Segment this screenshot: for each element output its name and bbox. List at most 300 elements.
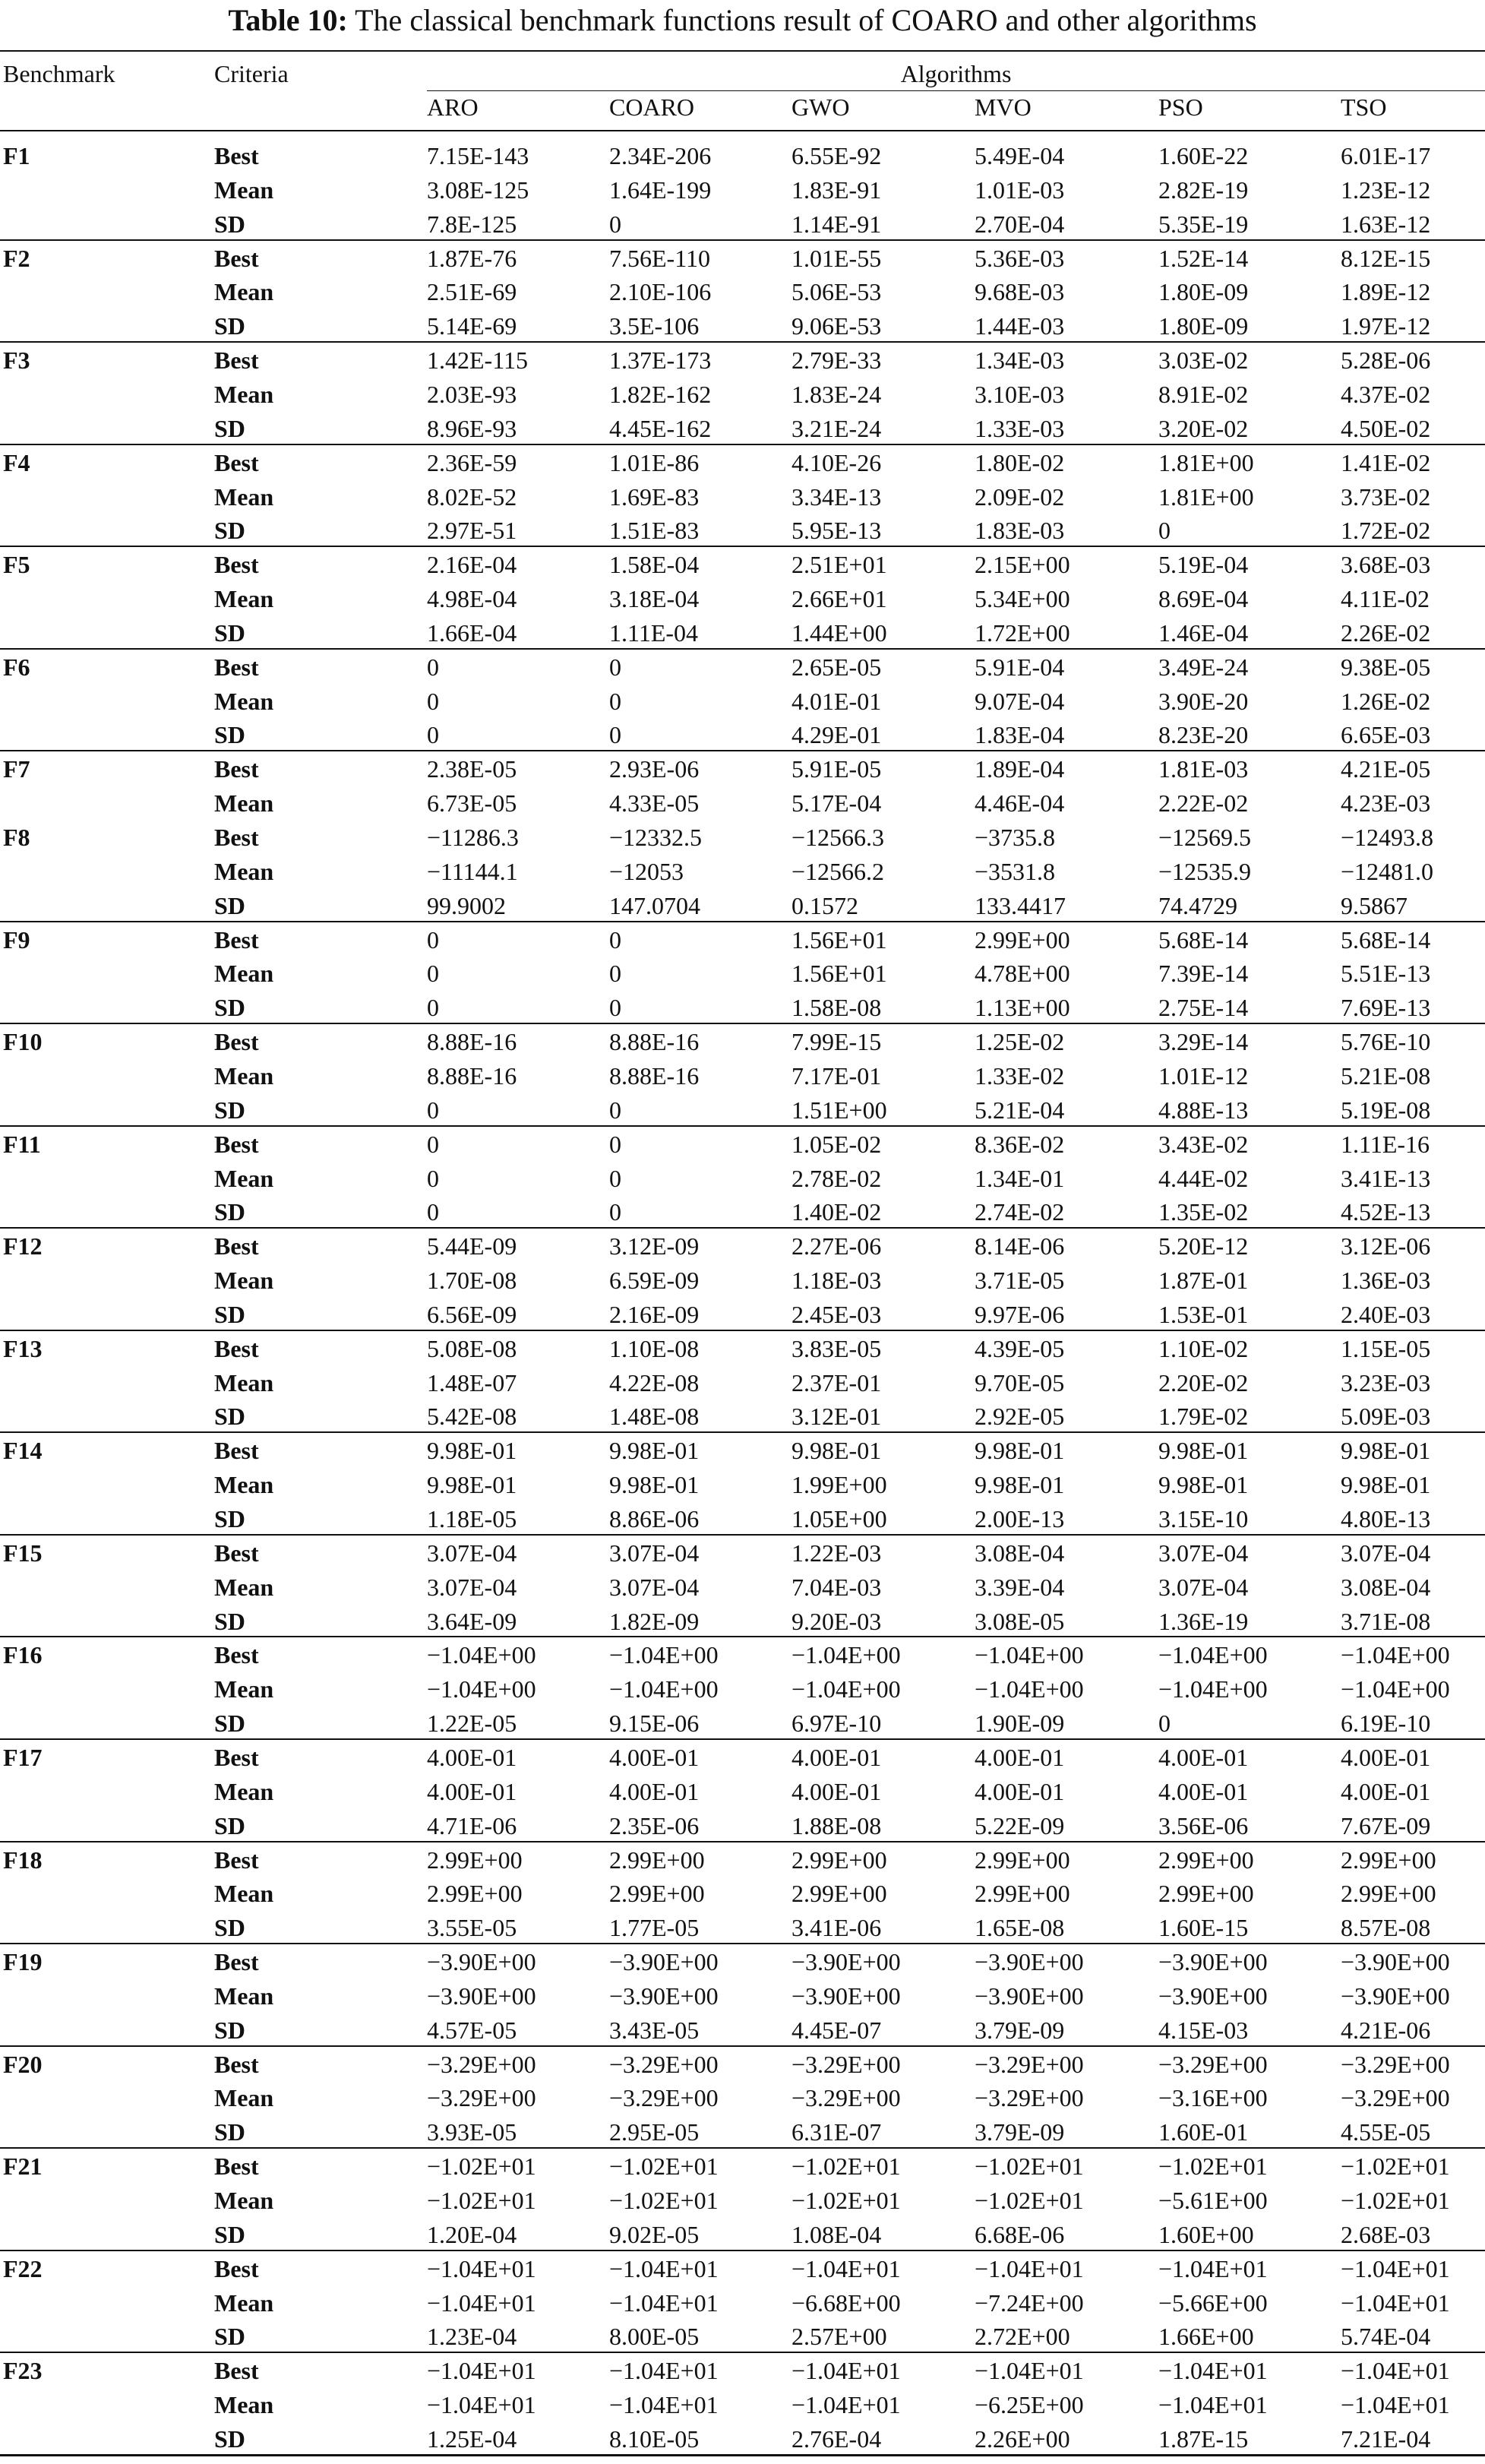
value-cell: −1.04E+01 bbox=[609, 2357, 719, 2385]
benchmark-label: F18 bbox=[3, 1846, 43, 1874]
value-cell: −3.29E+00 bbox=[609, 2084, 719, 2112]
header-criteria: Criteria bbox=[214, 60, 289, 87]
value-cell: −3.90E+00 bbox=[791, 1948, 901, 1976]
value-cell: 4.71E-06 bbox=[427, 1811, 517, 1839]
value-cell: 7.56E-110 bbox=[609, 244, 711, 272]
value-cell: 2.75E-14 bbox=[1158, 994, 1249, 1022]
value-cell: 4.11E-02 bbox=[1341, 585, 1430, 613]
criteria-label: Best bbox=[214, 2357, 259, 2385]
criteria-label: Best bbox=[214, 1641, 259, 1669]
value-cell: 2.99E+00 bbox=[609, 1880, 705, 1908]
benchmark-label: F13 bbox=[3, 1334, 43, 1362]
criteria-label: Mean bbox=[214, 176, 274, 204]
group-rule bbox=[0, 921, 1485, 922]
value-cell: 2.99E+00 bbox=[975, 925, 1070, 954]
value-cell: 7.8E-125 bbox=[427, 210, 517, 238]
value-cell: 5.34E+00 bbox=[975, 585, 1070, 613]
value-cell: 4.39E-05 bbox=[975, 1334, 1065, 1362]
value-cell: 1.13E+00 bbox=[975, 994, 1070, 1022]
value-cell: −3.90E+00 bbox=[975, 1982, 1084, 2010]
value-cell: 5.06E-53 bbox=[791, 278, 882, 306]
value-cell: 3.64E-09 bbox=[427, 1607, 517, 1635]
value-cell: 2.10E-106 bbox=[609, 278, 712, 306]
criteria-label: SD bbox=[214, 2424, 245, 2453]
value-cell: 2.97E-51 bbox=[427, 517, 517, 545]
criteria-label: Best bbox=[214, 346, 259, 375]
criteria-label: Best bbox=[214, 551, 259, 579]
value-cell: 4.00E-01 bbox=[427, 1743, 517, 1771]
value-cell: −1.02E+01 bbox=[427, 2187, 536, 2214]
benchmark-label: F11 bbox=[3, 1130, 41, 1158]
value-cell: 5.91E-05 bbox=[791, 755, 882, 783]
value-cell: −3.90E+00 bbox=[609, 1982, 719, 2010]
value-cell: 0 bbox=[427, 721, 439, 749]
value-cell: −1.02E+01 bbox=[427, 2152, 536, 2181]
value-cell: −12053 bbox=[609, 857, 684, 885]
value-cell: 5.20E-12 bbox=[1158, 1232, 1249, 1260]
value-cell: 9.97E-06 bbox=[975, 1300, 1065, 1328]
criteria-label: Best bbox=[214, 2050, 259, 2078]
value-cell: 7.15E-143 bbox=[427, 142, 529, 169]
value-cell: −1.04E+00 bbox=[1341, 1675, 1450, 1703]
value-cell: 4.00E-01 bbox=[1158, 1743, 1249, 1771]
value-cell: 1.40E-02 bbox=[791, 1198, 882, 1226]
value-cell: 2.66E+01 bbox=[791, 585, 887, 613]
value-cell: 0 bbox=[427, 960, 439, 988]
group-rule bbox=[0, 341, 1485, 343]
benchmark-label: F12 bbox=[3, 1232, 43, 1260]
value-cell: 2.35E-06 bbox=[609, 1811, 700, 1839]
group-rule bbox=[0, 2045, 1485, 2047]
criteria-label: SD bbox=[214, 2323, 245, 2351]
header-benchmark: Benchmark bbox=[3, 60, 115, 87]
value-cell: 2.57E+00 bbox=[791, 2323, 887, 2351]
value-cell: 9.02E-05 bbox=[609, 2220, 700, 2248]
value-cell: 3.43E-05 bbox=[609, 2016, 700, 2044]
value-cell: 5.74E-04 bbox=[1341, 2323, 1431, 2351]
criteria-label: SD bbox=[214, 1607, 245, 1635]
value-cell: 5.19E-08 bbox=[1341, 1096, 1431, 1124]
value-cell: −1.04E+00 bbox=[609, 1675, 719, 1703]
value-cell: 1.82E-162 bbox=[609, 380, 712, 408]
value-cell: 1.42E-115 bbox=[427, 346, 529, 375]
value-cell: 1.34E-01 bbox=[975, 1164, 1065, 1192]
value-cell: 0 bbox=[609, 925, 621, 954]
benchmark-label: F22 bbox=[3, 2254, 43, 2282]
value-cell: 3.20E-02 bbox=[1158, 414, 1249, 442]
value-cell: 9.07E-04 bbox=[975, 687, 1065, 715]
value-cell: 99.9002 bbox=[427, 891, 506, 919]
value-cell: −3.90E+00 bbox=[1341, 1948, 1450, 1976]
value-cell: 1.11E-04 bbox=[609, 618, 699, 647]
value-cell: 6.65E-03 bbox=[1341, 721, 1431, 749]
value-cell: 1.87E-76 bbox=[427, 244, 517, 272]
criteria-label: Mean bbox=[214, 2084, 274, 2112]
value-cell: 1.58E-04 bbox=[609, 551, 700, 579]
header-algo-mvo: MVO bbox=[975, 93, 1032, 121]
value-cell: −5.66E+00 bbox=[1158, 2288, 1268, 2317]
value-cell: 1.60E-22 bbox=[1158, 142, 1249, 169]
group-rule bbox=[0, 1738, 1485, 1740]
value-cell: 6.55E-92 bbox=[791, 142, 882, 169]
value-cell: 2.38E-05 bbox=[427, 755, 517, 783]
criteria-label: SD bbox=[214, 1300, 245, 1328]
value-cell: 1.99E+00 bbox=[791, 1471, 887, 1499]
value-cell: 1.25E-04 bbox=[427, 2424, 517, 2453]
value-cell: 8.14E-06 bbox=[975, 1232, 1065, 1260]
value-cell: −1.04E+01 bbox=[791, 2391, 901, 2419]
value-cell: −3.29E+00 bbox=[1341, 2084, 1450, 2112]
value-cell: 4.57E-05 bbox=[427, 2016, 517, 2044]
value-cell: 2.15E+00 bbox=[975, 551, 1070, 579]
value-cell: 4.21E-05 bbox=[1341, 755, 1431, 783]
value-cell: −1.04E+00 bbox=[427, 1675, 536, 1703]
group-rule bbox=[0, 239, 1485, 241]
value-cell: 8.96E-93 bbox=[427, 414, 517, 442]
value-cell: 0 bbox=[609, 1096, 621, 1124]
group-rule bbox=[0, 444, 1485, 445]
value-cell: 8.57E-08 bbox=[1341, 1914, 1431, 1942]
benchmark-label: F3 bbox=[3, 346, 30, 375]
value-cell: 3.18E-04 bbox=[609, 585, 700, 613]
value-cell: 5.68E-14 bbox=[1158, 925, 1249, 954]
top-rule bbox=[0, 50, 1485, 52]
criteria-label: Mean bbox=[214, 278, 274, 306]
criteria-label: Best bbox=[214, 1743, 259, 1771]
value-cell: −3.90E+00 bbox=[427, 1982, 536, 2010]
criteria-label: Mean bbox=[214, 2288, 274, 2317]
group-rule bbox=[0, 1227, 1485, 1229]
criteria-label: SD bbox=[214, 2016, 245, 2044]
value-cell: 5.17E-04 bbox=[791, 789, 882, 818]
value-cell: 0 bbox=[609, 1164, 621, 1192]
value-cell: 8.88E-16 bbox=[609, 1061, 700, 1090]
value-cell: 2.95E-05 bbox=[609, 2118, 700, 2146]
value-cell: 7.17E-01 bbox=[791, 1061, 882, 1090]
value-cell: 1.01E-12 bbox=[1158, 1061, 1249, 1090]
value-cell: −12493.8 bbox=[1341, 824, 1434, 851]
value-cell: 4.46E-04 bbox=[975, 789, 1065, 818]
value-cell: −1.02E+01 bbox=[609, 2187, 719, 2214]
value-cell: 1.46E-04 bbox=[1158, 618, 1249, 647]
value-cell: 2.70E-04 bbox=[975, 210, 1065, 238]
value-cell: 3.08E-125 bbox=[427, 176, 529, 204]
criteria-label: Best bbox=[214, 1130, 259, 1158]
criteria-label: Mean bbox=[214, 2391, 274, 2419]
value-cell: −1.04E+01 bbox=[1158, 2357, 1268, 2385]
value-cell: 6.59E-09 bbox=[609, 1267, 700, 1295]
value-cell: 8.69E-04 bbox=[1158, 585, 1249, 613]
value-cell: 4.10E-26 bbox=[791, 448, 882, 476]
value-cell: 1.37E-173 bbox=[609, 346, 712, 375]
header-algo-gwo: GWO bbox=[791, 93, 850, 121]
value-cell: 1.69E-83 bbox=[609, 482, 700, 511]
value-cell: −1.04E+01 bbox=[975, 2254, 1084, 2282]
criteria-label: Best bbox=[214, 925, 259, 954]
value-cell: −3.90E+00 bbox=[1158, 1982, 1268, 2010]
value-cell: 5.21E-08 bbox=[1341, 1061, 1431, 1090]
value-cell: 0 bbox=[427, 1130, 439, 1158]
value-cell: 1.83E-04 bbox=[975, 721, 1065, 749]
benchmark-label: F9 bbox=[3, 925, 30, 954]
benchmark-label: F1 bbox=[3, 142, 30, 169]
value-cell: 3.08E-04 bbox=[975, 1539, 1065, 1567]
value-cell: 2.76E-04 bbox=[791, 2424, 882, 2453]
value-cell: 1.36E-03 bbox=[1341, 1267, 1431, 1295]
caption-text: The classical benchmark functions result of COARO and other algorithms bbox=[355, 3, 1257, 37]
value-cell: −1.04E+01 bbox=[791, 2254, 901, 2282]
value-cell: 1.81E-03 bbox=[1158, 755, 1249, 783]
value-cell: −1.02E+01 bbox=[791, 2152, 901, 2181]
value-cell: 0 bbox=[609, 721, 621, 749]
value-cell: 1.65E-08 bbox=[975, 1914, 1065, 1942]
value-cell: −1.04E+01 bbox=[791, 2357, 901, 2385]
value-cell: 1.36E-19 bbox=[1158, 1607, 1249, 1635]
benchmark-label: F10 bbox=[3, 1028, 43, 1056]
value-cell: 1.90E-09 bbox=[975, 1710, 1065, 1738]
value-cell: 4.37E-02 bbox=[1341, 380, 1431, 408]
criteria-label: Mean bbox=[214, 1982, 274, 2010]
value-cell: −1.02E+01 bbox=[1341, 2187, 1450, 2214]
value-cell: 1.05E-02 bbox=[791, 1130, 882, 1158]
group-rule bbox=[0, 1023, 1485, 1024]
criteria-label: Best bbox=[214, 1232, 259, 1260]
value-cell: 4.00E-01 bbox=[975, 1777, 1065, 1805]
value-cell: 2.99E+00 bbox=[427, 1880, 523, 1908]
value-cell: 1.51E+00 bbox=[791, 1096, 887, 1124]
group-rule bbox=[0, 1125, 1485, 1127]
value-cell: 3.93E-05 bbox=[427, 2118, 517, 2146]
header-algo-coaro: COARO bbox=[609, 93, 695, 121]
value-cell: 2.99E+00 bbox=[1341, 1846, 1436, 1874]
value-cell: 3.21E-24 bbox=[791, 414, 882, 442]
value-cell: 3.03E-02 bbox=[1158, 346, 1249, 375]
value-cell: 1.60E+00 bbox=[1158, 2220, 1254, 2248]
value-cell: 4.45E-162 bbox=[609, 414, 712, 442]
value-cell: 5.28E-06 bbox=[1341, 346, 1431, 375]
value-cell: 2.92E-05 bbox=[975, 1403, 1065, 1431]
value-cell: 74.4729 bbox=[1158, 891, 1237, 919]
value-cell: 3.43E-02 bbox=[1158, 1130, 1249, 1158]
header-algo-pso: PSO bbox=[1158, 93, 1203, 121]
value-cell: −1.04E+00 bbox=[975, 1675, 1084, 1703]
value-cell: 2.26E+00 bbox=[975, 2424, 1070, 2453]
value-cell: 3.15E-10 bbox=[1158, 1505, 1249, 1532]
value-cell: 3.73E-02 bbox=[1341, 482, 1431, 511]
value-cell: 1.23E-12 bbox=[1341, 176, 1431, 204]
value-cell: 4.44E-02 bbox=[1158, 1164, 1249, 1192]
value-cell: 3.71E-05 bbox=[975, 1267, 1065, 1295]
value-cell: −3.29E+00 bbox=[1158, 2050, 1268, 2078]
value-cell: 6.01E-17 bbox=[1341, 142, 1431, 169]
criteria-label: Best bbox=[214, 1539, 259, 1567]
value-cell: 5.22E-09 bbox=[975, 1811, 1065, 1839]
value-cell: −3531.8 bbox=[975, 857, 1056, 885]
value-cell: −1.02E+01 bbox=[1341, 2152, 1450, 2181]
criteria-label: Best bbox=[214, 653, 259, 681]
value-cell: 3.68E-03 bbox=[1341, 551, 1431, 579]
value-cell: 1.56E+01 bbox=[791, 960, 887, 988]
value-cell: 2.00E-13 bbox=[975, 1505, 1065, 1532]
value-cell: −12566.2 bbox=[791, 857, 885, 885]
criteria-label: SD bbox=[214, 1096, 245, 1124]
value-cell: 1.60E-01 bbox=[1158, 2118, 1249, 2146]
value-cell: 9.98E-01 bbox=[791, 1437, 882, 1465]
value-cell: 8.88E-16 bbox=[427, 1028, 517, 1056]
value-cell: 2.40E-03 bbox=[1341, 1300, 1431, 1328]
value-cell: −1.04E+01 bbox=[609, 2391, 719, 2419]
value-cell: −3.90E+00 bbox=[609, 1948, 719, 1976]
criteria-label: SD bbox=[214, 312, 245, 340]
value-cell: 3.08E-05 bbox=[975, 1607, 1065, 1635]
group-rule bbox=[0, 1636, 1485, 1637]
value-cell: 2.93E-06 bbox=[609, 755, 700, 783]
value-cell: −11144.1 bbox=[427, 857, 518, 885]
value-cell: 1.11E-16 bbox=[1341, 1130, 1430, 1158]
value-cell: 2.45E-03 bbox=[791, 1300, 882, 1328]
value-cell: 2.51E+01 bbox=[791, 551, 887, 579]
criteria-label: Mean bbox=[214, 1471, 274, 1499]
value-cell: 1.81E+00 bbox=[1158, 448, 1254, 476]
value-cell: 1.87E-15 bbox=[1158, 2424, 1249, 2453]
value-cell: −3.29E+00 bbox=[791, 2084, 901, 2112]
value-cell: 8.12E-15 bbox=[1341, 244, 1431, 272]
value-cell: 1.89E-04 bbox=[975, 755, 1065, 783]
value-cell: 1.81E+00 bbox=[1158, 482, 1254, 511]
value-cell: −6.25E+00 bbox=[975, 2391, 1084, 2419]
value-cell: 0.1572 bbox=[791, 891, 858, 919]
criteria-label: Best bbox=[214, 1437, 259, 1465]
value-cell: −3.29E+00 bbox=[975, 2050, 1084, 2078]
criteria-label: Best bbox=[214, 755, 259, 783]
value-cell: −3.90E+00 bbox=[791, 1982, 901, 2010]
value-cell: 1.14E-91 bbox=[791, 210, 882, 238]
criteria-label: SD bbox=[214, 618, 245, 647]
value-cell: 0 bbox=[609, 653, 621, 681]
value-cell: 3.08E-04 bbox=[1341, 1573, 1431, 1601]
value-cell: 7.99E-15 bbox=[791, 1028, 882, 1056]
value-cell: 1.01E-86 bbox=[609, 448, 700, 476]
value-cell: 9.98E-01 bbox=[975, 1437, 1065, 1465]
group-rule bbox=[0, 1943, 1485, 1944]
group-rule bbox=[0, 2352, 1485, 2353]
value-cell: 3.12E-01 bbox=[791, 1403, 882, 1431]
value-cell: 1.77E-05 bbox=[609, 1914, 700, 1942]
value-cell: 2.16E-04 bbox=[427, 551, 517, 579]
value-cell: 0 bbox=[1158, 1710, 1171, 1738]
criteria-label: Best bbox=[214, 1028, 259, 1056]
value-cell: 7.21E-04 bbox=[1341, 2424, 1431, 2453]
value-cell: 0 bbox=[1158, 517, 1171, 545]
value-cell: 7.69E-13 bbox=[1341, 994, 1431, 1022]
value-cell: 6.31E-07 bbox=[791, 2118, 882, 2146]
value-cell: 5.36E-03 bbox=[975, 244, 1065, 272]
value-cell: 1.52E-14 bbox=[1158, 244, 1249, 272]
criteria-label: Mean bbox=[214, 1880, 274, 1908]
value-cell: 4.00E-01 bbox=[791, 1777, 882, 1805]
value-cell: 6.97E-10 bbox=[791, 1710, 882, 1738]
group-rule bbox=[0, 648, 1485, 650]
criteria-label: SD bbox=[214, 1198, 245, 1226]
value-cell: −3.90E+00 bbox=[975, 1948, 1084, 1976]
header-algorithms: Algorithms bbox=[900, 60, 1012, 87]
value-cell: 6.56E-09 bbox=[427, 1300, 517, 1328]
value-cell: 4.00E-01 bbox=[609, 1777, 700, 1805]
value-cell: 1.22E-03 bbox=[791, 1539, 882, 1567]
value-cell: 9.15E-06 bbox=[609, 1710, 700, 1738]
value-cell: −3.16E+00 bbox=[1158, 2084, 1268, 2112]
value-cell: −5.61E+00 bbox=[1158, 2187, 1268, 2214]
value-cell: 1.83E-03 bbox=[975, 517, 1065, 545]
value-cell: 2.26E-02 bbox=[1341, 618, 1431, 647]
value-cell: 6.68E-06 bbox=[975, 2220, 1065, 2248]
benchmark-label: F4 bbox=[3, 448, 30, 476]
value-cell: −1.02E+01 bbox=[791, 2187, 901, 2214]
value-cell: 1.23E-04 bbox=[427, 2323, 517, 2351]
value-cell: 2.20E-02 bbox=[1158, 1368, 1249, 1396]
criteria-label: Mean bbox=[214, 1368, 274, 1396]
value-cell: −3.29E+00 bbox=[609, 2050, 719, 2078]
value-cell: −1.02E+01 bbox=[975, 2152, 1084, 2181]
criteria-label: SD bbox=[214, 1710, 245, 1738]
benchmark-label: F7 bbox=[3, 755, 30, 783]
value-cell: 2.99E+00 bbox=[1158, 1880, 1254, 1908]
value-cell: −1.04E+01 bbox=[975, 2357, 1084, 2385]
value-cell: 3.07E-04 bbox=[1158, 1573, 1249, 1601]
criteria-label: Mean bbox=[214, 1675, 274, 1703]
value-cell: 5.42E-08 bbox=[427, 1403, 517, 1431]
criteria-label: Mean bbox=[214, 789, 274, 818]
value-cell: 0 bbox=[427, 925, 439, 954]
value-cell: −3.90E+00 bbox=[1341, 1982, 1450, 2010]
value-cell: 5.95E-13 bbox=[791, 517, 882, 545]
value-cell: −12481.0 bbox=[1341, 857, 1434, 885]
value-cell: 5.08E-08 bbox=[427, 1334, 517, 1362]
value-cell: 1.48E-07 bbox=[427, 1368, 517, 1396]
bottom-rule bbox=[0, 2454, 1485, 2456]
value-cell: 2.74E-02 bbox=[975, 1198, 1065, 1226]
value-cell: 2.99E+00 bbox=[427, 1846, 523, 1874]
value-cell: −3.29E+00 bbox=[975, 2084, 1084, 2112]
criteria-label: SD bbox=[214, 2220, 245, 2248]
group-rule bbox=[0, 1431, 1485, 1433]
benchmark-label: F17 bbox=[3, 1743, 43, 1771]
value-cell: 1.08E-04 bbox=[791, 2220, 882, 2248]
value-cell: 1.15E-05 bbox=[1341, 1334, 1431, 1362]
value-cell: 2.99E+00 bbox=[1341, 1880, 1436, 1908]
value-cell: 2.99E+00 bbox=[791, 1880, 887, 1908]
criteria-label: Best bbox=[214, 2152, 259, 2181]
value-cell: −1.04E+01 bbox=[1341, 2391, 1450, 2419]
value-cell: 2.22E-02 bbox=[1158, 789, 1249, 818]
value-cell: 5.21E-04 bbox=[975, 1096, 1065, 1124]
value-cell: −12566.3 bbox=[791, 824, 885, 851]
value-cell: 3.41E-06 bbox=[791, 1914, 882, 1942]
criteria-label: SD bbox=[214, 721, 245, 749]
header-algo-tso: TSO bbox=[1341, 93, 1387, 121]
value-cell: 4.29E-01 bbox=[791, 721, 882, 749]
value-cell: 7.39E-14 bbox=[1158, 960, 1249, 988]
value-cell: 6.19E-10 bbox=[1341, 1710, 1431, 1738]
value-cell: 1.87E-01 bbox=[1158, 1267, 1249, 1295]
benchmark-label: F14 bbox=[3, 1437, 43, 1465]
value-cell: 1.80E-02 bbox=[975, 448, 1065, 476]
value-cell: −1.04E+01 bbox=[427, 2357, 536, 2385]
value-cell: −1.04E+00 bbox=[791, 1675, 901, 1703]
value-cell: 1.51E-83 bbox=[609, 517, 700, 545]
value-cell: 5.68E-14 bbox=[1341, 925, 1431, 954]
criteria-label: SD bbox=[214, 1505, 245, 1532]
